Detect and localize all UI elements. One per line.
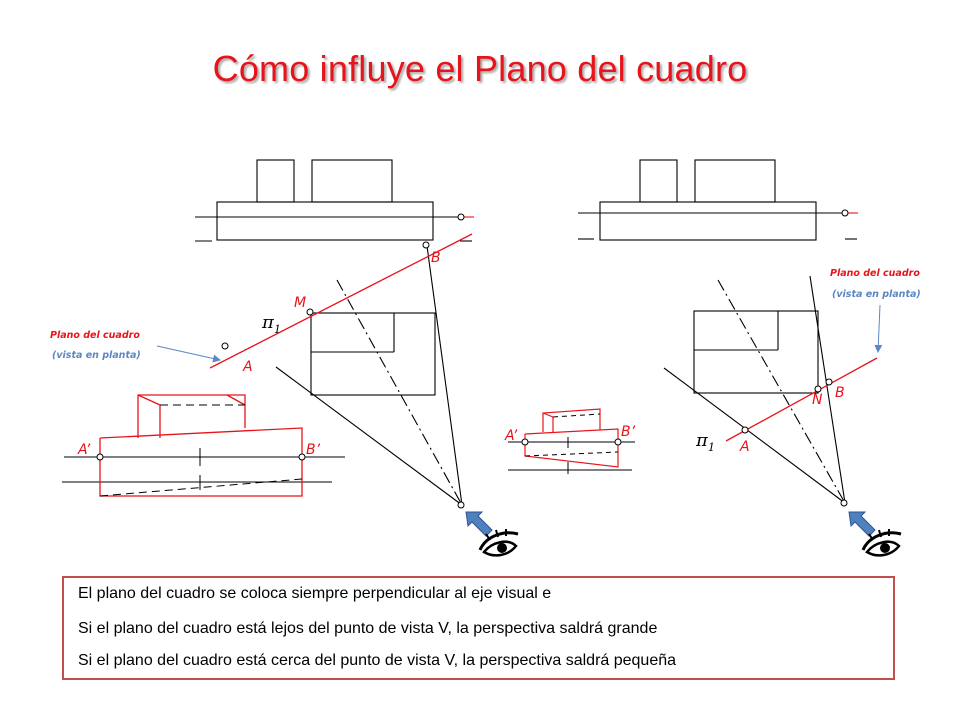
pi-label-right: π	[696, 430, 708, 451]
note-left-line1: Plano del cuadro	[50, 330, 140, 341]
point-Aprime-left	[97, 454, 103, 460]
text-line-2: Si el plano del cuadro está lejos del punto de vista V, la perspectiva saldrá grande	[78, 620, 658, 637]
page-title: Cómo influye el Plano del cuadro	[212, 48, 748, 89]
center-perspective-hidden	[525, 414, 618, 456]
label-B-right: B	[835, 385, 845, 401]
left-perspective-red	[100, 395, 302, 496]
note-right-arrow	[878, 305, 880, 352]
point-A-right	[742, 427, 748, 433]
label-Bprime-left: B’	[306, 442, 321, 458]
explanation-box	[62, 576, 895, 680]
left-elevation	[195, 160, 474, 241]
point-Bprime-left	[299, 454, 305, 460]
label-B-left: B	[431, 250, 441, 266]
point-V-right	[841, 500, 847, 506]
point-M-left	[307, 309, 313, 315]
arrow-icon	[849, 512, 875, 536]
right-picture-plane	[726, 358, 877, 441]
label-N-right: N	[812, 392, 823, 408]
point-V-left	[458, 502, 464, 508]
text-line-3: Si el plano del cuadro está cerca del punto de vista V, la perspectiva saldrá pequeña	[78, 652, 677, 669]
label-A-left: A	[243, 359, 253, 375]
left-plan	[276, 246, 462, 505]
pi-sub-right: 1	[708, 441, 715, 454]
point-B-left	[423, 242, 429, 248]
note-right-line2: (vista en planta)	[832, 289, 921, 300]
label-Bprime-center: B’	[621, 424, 636, 440]
note-right-line1: Plano del cuadro	[830, 268, 920, 279]
point-B-right	[826, 379, 832, 385]
pi-sub-left: 1	[274, 323, 281, 336]
right-elevation	[578, 160, 858, 240]
label-A-right: A	[740, 439, 750, 455]
note-left-arrow	[157, 346, 220, 360]
pi-label-left: π	[262, 312, 274, 333]
text-line-1: El plano del cuadro se coloca siempre perpendicular al eje visual e	[78, 585, 552, 602]
left-elevation-point	[458, 214, 464, 220]
point-A-left	[222, 343, 228, 349]
arrow-icon	[466, 512, 492, 536]
label-M-left: M	[294, 295, 307, 311]
label-Aprime-center: A’	[505, 428, 518, 444]
note-left-line2: (vista en planta)	[52, 350, 141, 361]
right-elevation-point	[842, 210, 848, 216]
label-Aprime-left: A’	[78, 442, 91, 458]
point-Aprime-center	[522, 439, 528, 445]
center-perspective-red	[525, 409, 618, 467]
